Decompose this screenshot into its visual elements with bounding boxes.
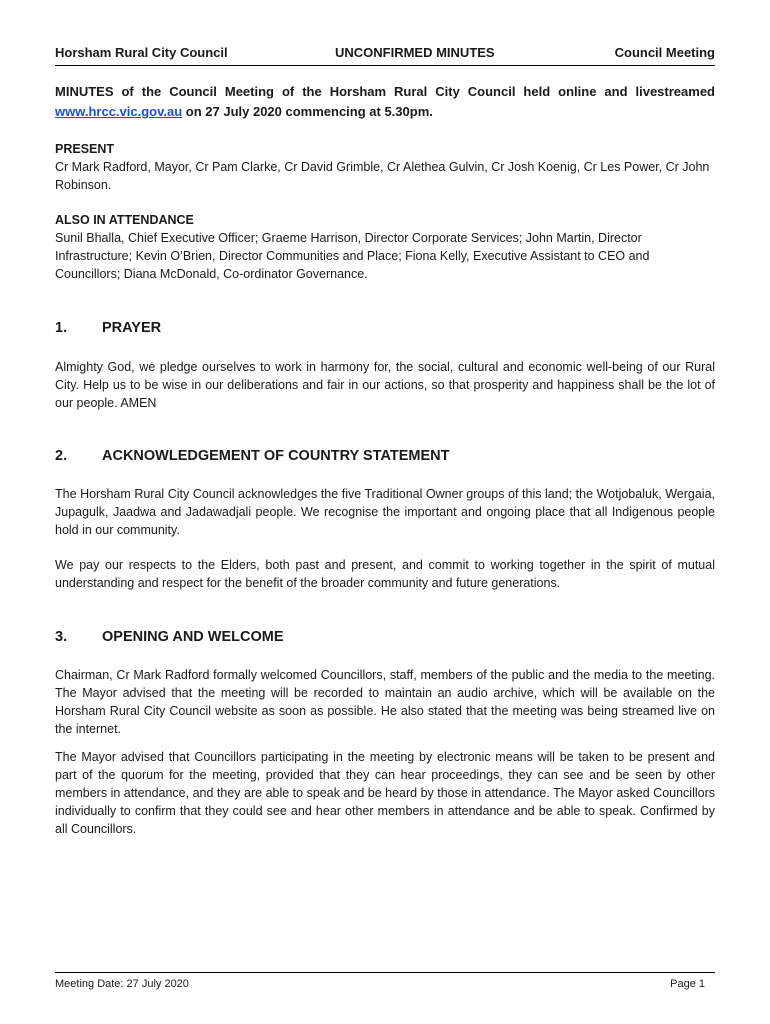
opening-paragraph-1: Chairman, Cr Mark Radford formally welcomed Councillors, staff, members of the public and the media to the meeting. The Mayor advised that the meeting will be recorded to maintain an audio archive, which will be available on the Horsham Rural City Council website as soon as possible. He also stated that the meeting was being streamed live on the internet. bbox=[55, 668, 715, 736]
section-number: 3. bbox=[55, 629, 68, 645]
footer-page-number: Page 1 bbox=[670, 978, 705, 990]
prayer-paragraph: Almighty God, we pledge ourselves to work in harmony for, the social, cultural and economic well-being of our Rural City. Help us to be wise in our deliberations and fair in our actions, so that prosperity and happiness shall be the lot of our people. AMEN bbox=[55, 360, 715, 410]
section-number: 2. bbox=[55, 448, 68, 464]
attendance-section bbox=[55, 211, 715, 283]
page-header bbox=[55, 45, 715, 66]
intro-date-text: on 27 July 2020 commencing at 5.30pm. bbox=[182, 104, 433, 119]
present-list: Cr Mark Radford, Mayor, Cr Pam Clarke, Cr David Grimble, Cr Alethea Gulvin, Cr Josh Koenig, Cr Les Power, Cr John Robinson. bbox=[55, 160, 710, 192]
attendance-list: Sunil Bhalla, Chief Executive Officer; Graeme Harrison, Director Corporate Services; John Martin, Director Infrastructure; Kevin O’Brien, Director Communities and Place; Fiona Kelly, Executive Assistant to CEO and Councillors; Diana McDonald, Co-ordinator Governance. bbox=[55, 231, 650, 281]
section-heading-prayer bbox=[55, 320, 161, 336]
attendance-label: ALSO IN ATTENDANCE bbox=[55, 213, 194, 227]
present-label: PRESENT bbox=[55, 142, 115, 156]
minutes-intro bbox=[55, 82, 715, 122]
opening-paragraph-2: The Mayor advised that Councillors participating in the meeting by electronic means will be taken to be present and part of the quorum for the meeting, provided that they can hear proceedings, they can see and be seen by other members in attendance, and they are able to speak and be heard by those in attendance. The Mayor asked Councillors individually to confirm that they could see and hear other members in attendance and be able to speak. Confirmed by all Councillors. bbox=[55, 750, 715, 836]
section-title: ACKNOWLEDGEMENT OF COUNTRY STATEMENT bbox=[102, 448, 450, 464]
footer-meeting-date: Meeting Date: 27 July 2020 bbox=[55, 978, 189, 990]
section-heading-acknowledgement bbox=[55, 448, 449, 464]
header-council-name: Horsham Rural City Council bbox=[55, 45, 228, 60]
acknowledgement-paragraph-2: We pay our respects to the Elders, both past and present, and commit to working together in the spirit of mutual understanding and respect for the benefit of the broader community and future generations. bbox=[55, 558, 715, 590]
present-section bbox=[55, 140, 715, 194]
section-number: 1. bbox=[55, 320, 68, 336]
council-website-link[interactable]: www.hrcc.vic.gov.au bbox=[55, 104, 183, 119]
section-title: PRAYER bbox=[102, 320, 162, 336]
section-heading-opening bbox=[55, 629, 284, 645]
header-document-status: UNCONFIRMED MINUTES bbox=[335, 45, 495, 60]
page-footer bbox=[55, 972, 715, 990]
acknowledgement-paragraph-1: The Horsham Rural City Council acknowledges the five Traditional Owner groups of this land; the Wotjobaluk, Wergaia, Jupagulk, Jaadwa and Jadawadjali people. We recognise the important and ongoing place that all Indigenous people hold in our community. bbox=[55, 487, 715, 537]
header-meeting-type: Council Meeting bbox=[614, 45, 715, 60]
section-title: OPENING AND WELCOME bbox=[102, 629, 284, 645]
intro-text: MINUTES of the Council Meeting of the Horsham Rural City Council held online and livestreamed bbox=[55, 84, 715, 99]
